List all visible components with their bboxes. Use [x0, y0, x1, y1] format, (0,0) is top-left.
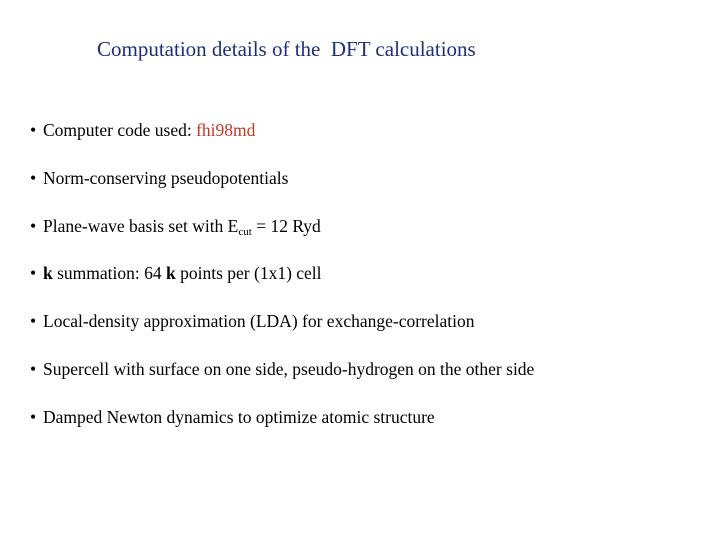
computer-code-label: Computer code used:	[43, 120, 197, 140]
bullet-supercell	[30, 357, 534, 381]
bullet-icon: •	[30, 311, 37, 332]
bullet-icon: •	[30, 120, 37, 140]
bullet-icon: •	[30, 167, 37, 188]
supercell-text: Supercell with surface on one side, pseudo-hydrogen on the other side	[43, 358, 535, 379]
basis-set-text: Plane-wave basis set with E	[43, 215, 239, 236]
ecut-subscript: cut	[238, 225, 252, 238]
computer-code-name: fhi98md	[196, 120, 256, 140]
bullet-list	[30, 118, 534, 453]
bullet-icon: •	[30, 263, 37, 284]
bullet-icon: •	[30, 215, 37, 236]
bullet-icon: •	[30, 358, 37, 379]
basis-set-value: = 12 Ryd	[251, 215, 321, 236]
bullet-k-summation	[30, 261, 534, 285]
k-summation-text: summation: 64	[52, 263, 166, 284]
bullet-basis-set	[30, 214, 534, 238]
damped-newton-text: Damped Newton dynamics to optimize atomic structure	[43, 406, 435, 427]
slide-title: Computation details of the DFT calculations	[97, 37, 476, 61]
pseudopotentials-text: Norm-conserving pseudopotentials	[43, 167, 289, 188]
k-points-text: points per (1x1) cell	[175, 263, 322, 284]
bullet-damped-newton	[30, 405, 534, 429]
bullet-icon: •	[30, 406, 37, 427]
k-symbol: k	[43, 263, 53, 284]
lda-text: Local-density approximation (LDA) for exchange-correlation	[43, 311, 475, 332]
k-symbol: k	[166, 263, 176, 284]
bullet-computer-code	[30, 118, 534, 142]
bullet-pseudopotentials	[30, 166, 534, 190]
bullet-lda	[30, 309, 534, 333]
